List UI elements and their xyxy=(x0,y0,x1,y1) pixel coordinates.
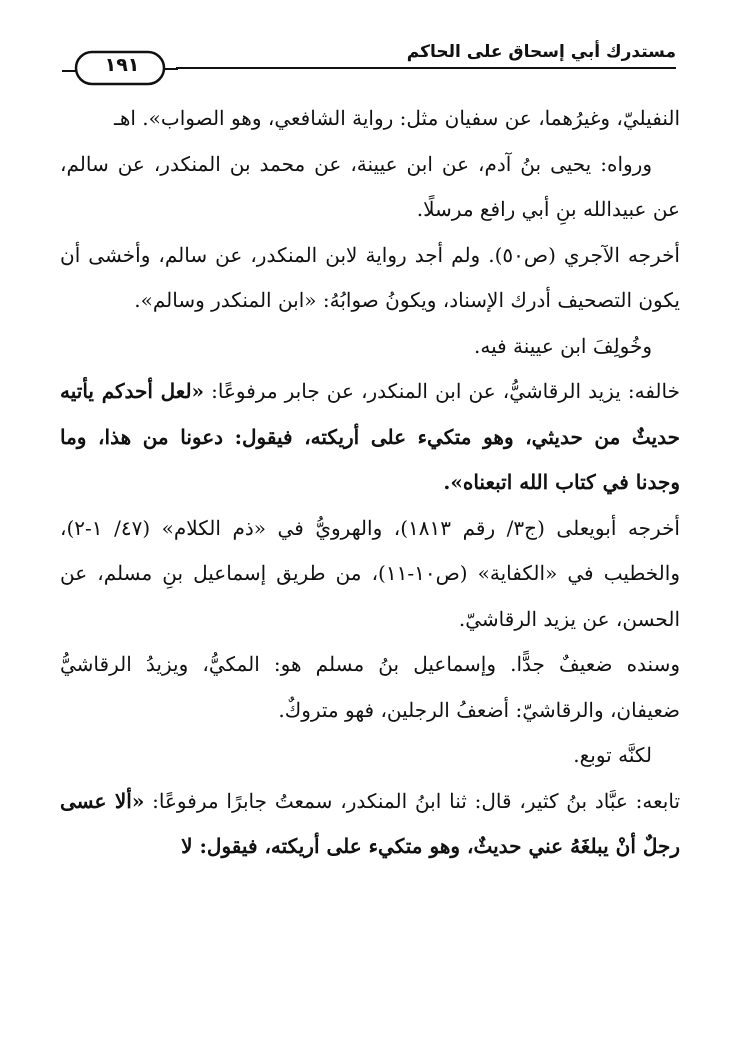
text-segment: لكنَّه توبع. xyxy=(573,743,652,767)
paragraph xyxy=(60,733,680,779)
paragraph xyxy=(60,324,680,370)
text-segment: وخُولِفَ ابن عيينة فيه. xyxy=(473,333,652,358)
page-header xyxy=(0,36,736,86)
text-segment: أخرجه أبويعلى (ج٣/ رقم ١٨١٣)، والهرويُّ في «ذم الكلام» (٤٧/ ١-٢)، والخطيب في «الكفاية» (ص١٠-١١)، من طريق إسماعيل بنِ مسلم، عن الحسن، عن يزيد الرقاشيّ. xyxy=(60,515,680,631)
text-segment: تابعه: عبَّاد بنُ كثير، قال: ثنا ابنُ المنكدر، سمعتُ جابرًا مرفوعًا: xyxy=(144,788,681,813)
paragraph xyxy=(60,779,680,870)
paragraph xyxy=(60,142,680,233)
running-title: مستدرك أبي إسحاق على الحاكم xyxy=(406,42,676,62)
page-number-frame xyxy=(60,49,178,87)
text-segment: خالفه: يزيد الرقاشيُّ، عن ابن المنكدر، عن جابر مرفوعًا: xyxy=(204,379,680,403)
header-rule xyxy=(176,67,676,69)
text-segment: ورواه: يحيى بنُ آدم، عن ابن عيينة، عن محمد بن المنكدر، عن سالم، عن عبيدالله بنِ أبي رافع مرسلًا. xyxy=(60,151,680,221)
body-text xyxy=(60,96,680,870)
text-segment: النفيليّ، وغيرُهما، عن سفيان مثل: رواية الشافعي، وهو الصواب». اهـ xyxy=(113,106,680,130)
hadith-text: «لعل أحدكم يأتيه حديثٌ من حديثي، وهو متكيء على أريكته، فيقول: دعونا من هذا، وما وجدنا في كتاب الله اتبعناه». xyxy=(60,379,680,494)
paragraph xyxy=(60,96,680,142)
hadith-text: «ألا عسى رجلٌ أنْ يبلغَهُ عني حديثٌ، وهو متكيء على أريكته، فيقول: لا xyxy=(60,788,680,858)
text-segment: وسنده ضعيفٌ جدًّا. وإسماعيل بنُ مسلم هو: المكيُّ، ويزيدُ الرقاشيُّ ضعيفان، والرقاشيّ: أضعفُ الرجلين، فهو متروكٌ. xyxy=(60,652,680,722)
paragraph xyxy=(60,506,680,643)
page-number: ١٩١ xyxy=(104,54,140,76)
paragraph xyxy=(60,369,680,506)
paragraph xyxy=(60,642,680,733)
text-segment: أخرجه الآجري (ص٥٠). ولم أجد رواية لابن المنكدر، عن سالم، وأخشى أن يكون التصحيف أدرك الإسناد، ويكونُ صوابُهُ: «ابن المنكدر وسالم». xyxy=(60,242,680,312)
paragraph xyxy=(60,233,680,324)
